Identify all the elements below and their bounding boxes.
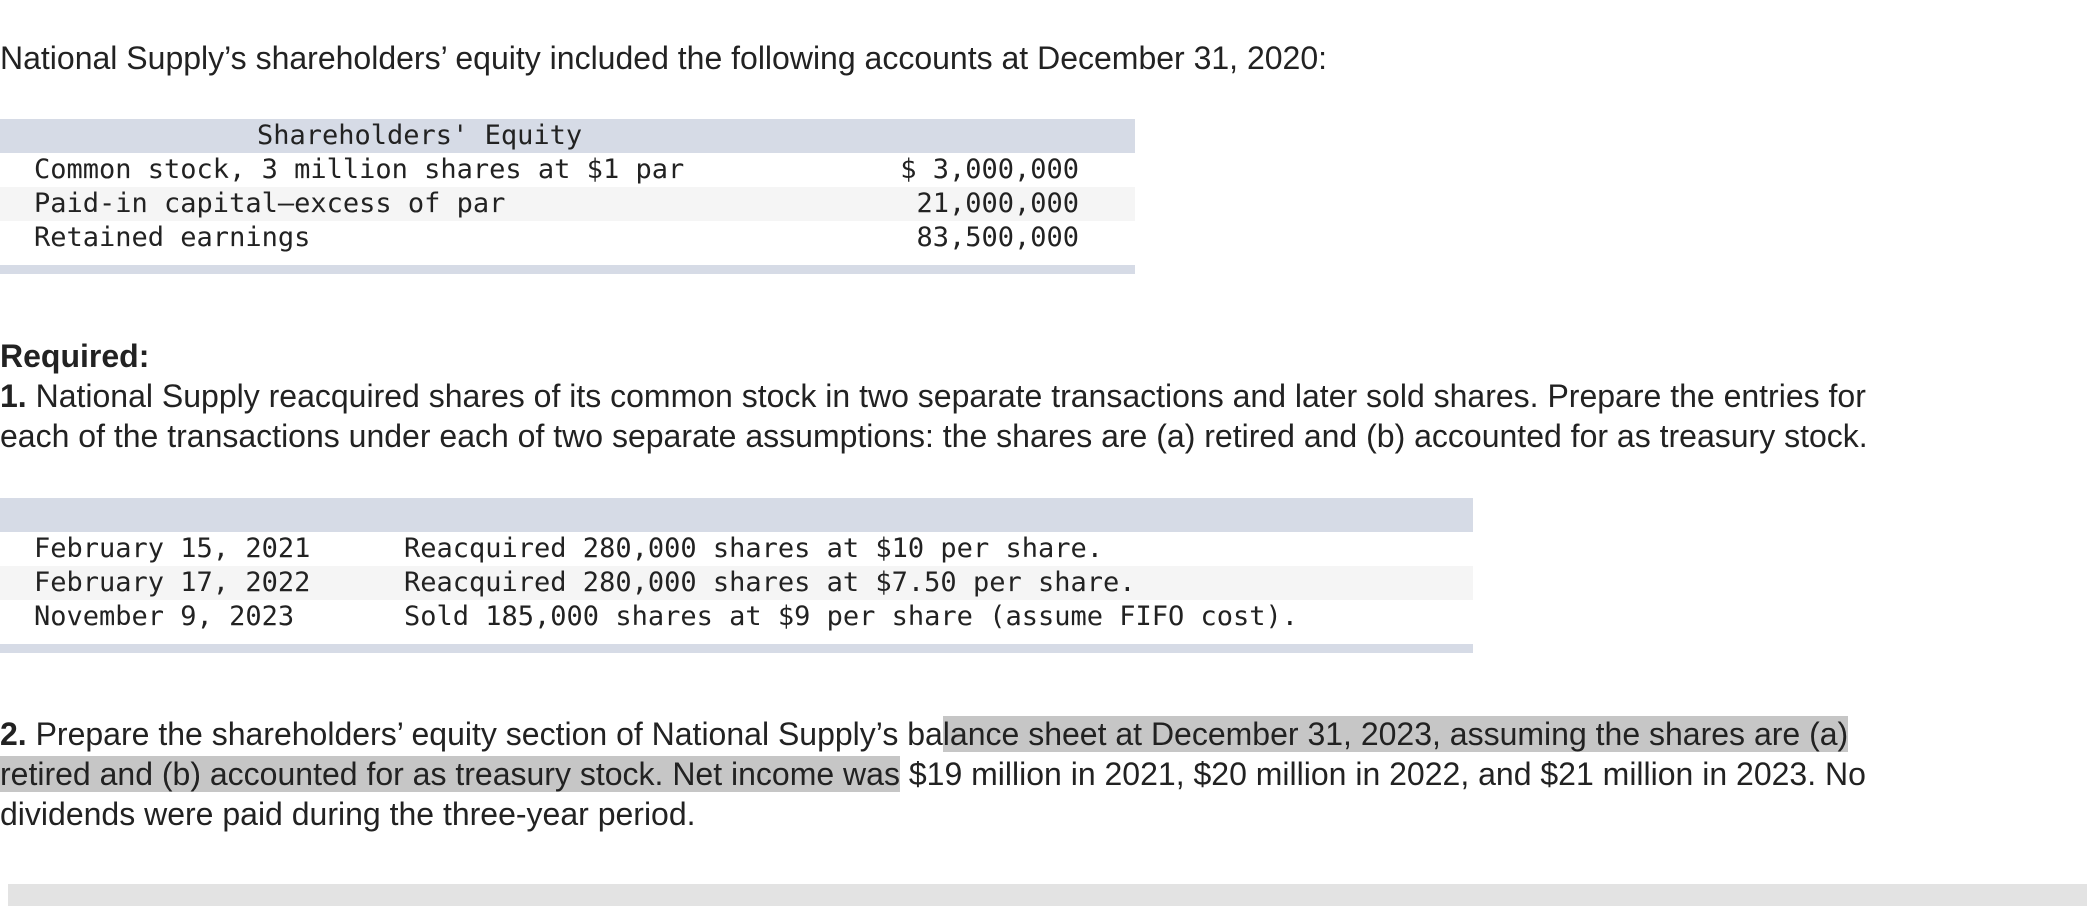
equity-table-footer — [0, 265, 1135, 274]
item-2-number: 2. — [0, 716, 27, 752]
transactions-table-header — [0, 498, 1473, 532]
required-heading: Required: — [0, 338, 150, 374]
item-2-text-highlight: retired and (b) accounted for as treasury stock. Net income was — [0, 756, 900, 792]
row-label: Common stock, 3 million shares at $1 par — [34, 154, 685, 185]
equity-table-title: Shareholders' Equity — [257, 120, 583, 151]
item-2-text-plain: $19 million in 2021, $20 million in 2022, and $21 million in 2023. No — [899, 756, 1866, 792]
transaction-date: February 17, 2022 — [34, 567, 311, 598]
row-value: 21,000,000 — [916, 188, 1079, 219]
item-1-line-1: National Supply reacquired shares of its common stock in two separate transactions and later sold shares. Prepare the entries for — [35, 378, 1866, 414]
item-1-number: 1. — [0, 378, 27, 414]
item-2-line-2 — [0, 754, 1866, 794]
table-row — [0, 566, 1473, 600]
row-value: $ 3,000,000 — [900, 154, 1079, 185]
transaction-description: Reacquired 280,000 shares at $10 per share. — [404, 533, 1103, 564]
row-label: Retained earnings — [34, 222, 311, 253]
required-item-1 — [0, 376, 1866, 416]
table-row — [0, 532, 1473, 566]
item-2-text-plain: Prepare the shareholders’ equity section of National Supply’s ba — [35, 716, 943, 752]
item-1-line-2: each of the transactions under each of two separate assumptions: the shares are (a) retired and (b) accounted for as treasury stock. — [0, 418, 1868, 454]
transaction-date: February 15, 2021 — [34, 533, 311, 564]
item-2-line-1 — [0, 714, 1848, 754]
table-row — [0, 600, 1473, 634]
item-2-text-highlight: lance sheet at December 31, 2023, assuming the shares are (a) — [942, 716, 1849, 752]
table-row — [0, 187, 1135, 221]
transaction-description: Sold 185,000 shares at $9 per share (assume FIFO cost). — [404, 601, 1299, 632]
row-value: 83,500,000 — [916, 222, 1079, 253]
item-2-line-3: dividends were paid during the three-year period. — [0, 796, 696, 832]
table-row — [0, 221, 1135, 255]
equity-table-header — [0, 119, 1135, 153]
row-label: Paid-in capital—excess of par — [34, 188, 506, 219]
transaction-date: November 9, 2023 — [34, 601, 295, 632]
intro-text: National Supply’s shareholders’ equity included the following accounts at December 31, 2020: — [0, 40, 1328, 76]
transactions-table — [0, 498, 1473, 653]
transactions-table-footer — [0, 644, 1473, 653]
answer-area — [8, 884, 2087, 906]
transaction-description: Reacquired 280,000 shares at $7.50 per share. — [404, 567, 1136, 598]
equity-table — [0, 119, 1135, 274]
table-row — [0, 153, 1135, 187]
